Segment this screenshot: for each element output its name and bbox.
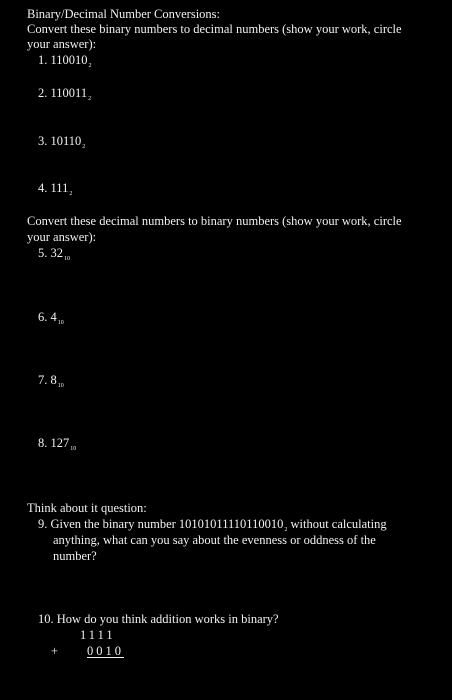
question-item-5 (38, 246, 70, 261)
question-label: 7. 8 (38, 373, 57, 387)
question-item-9 (38, 517, 387, 532)
addition-operator: + (51, 644, 59, 658)
question-text: number? (53, 549, 97, 563)
base-subscript: 10 (70, 446, 77, 452)
instruction-text: Convert these binary numbers to decimal numbers (show your work, circle (27, 22, 402, 36)
base-subscript: 2 (284, 527, 288, 533)
question-item-2 (38, 86, 91, 101)
question-label: 5. 32 (38, 246, 63, 260)
addition-addend-bottom: 0010 (87, 644, 124, 658)
question-label: 8. 127 (38, 436, 70, 450)
question-label: 3. 10110 (38, 134, 82, 148)
base-subscript: 2 (82, 144, 86, 150)
instruction-text: your answer): (27, 37, 97, 51)
base-subscript: 2 (88, 63, 92, 69)
question-item-3 (38, 134, 85, 149)
question-item-1 (38, 53, 92, 68)
section-title: Binary/Decimal Number Conversions: (27, 7, 221, 21)
base-subscript: 10 (64, 256, 70, 262)
base-subscript: 10 (57, 383, 64, 389)
base-subscript: 2 (88, 96, 92, 102)
base-subscript: 10 (57, 320, 64, 326)
question-label: 4. 111 (38, 181, 69, 195)
addition-addend-top: 1111 (80, 628, 116, 642)
instruction-text: your answer): (27, 230, 97, 244)
base-subscript: 2 (69, 191, 73, 197)
question-label: 2. 110011 (38, 86, 88, 100)
question-label: 1. 110010 (38, 53, 88, 67)
question-item-6 (38, 310, 64, 325)
question-text: anything, what can you say about the evenness or oddness of the (53, 533, 376, 547)
section-title: Think about it question: (27, 501, 147, 515)
question-label: 6. 4 (38, 310, 57, 324)
question-text: 9. Given the binary number 10101011110110010 (38, 517, 284, 531)
question-item-7 (38, 373, 64, 388)
question-item-4 (38, 181, 72, 196)
instruction-text: Convert these decimal numbers to binary numbers (show your work, circle (27, 214, 402, 228)
question-item-8 (38, 436, 76, 451)
question-item-10: 10. How do you think addition works in binary? (38, 612, 279, 626)
question-text: without calculating (287, 517, 387, 531)
